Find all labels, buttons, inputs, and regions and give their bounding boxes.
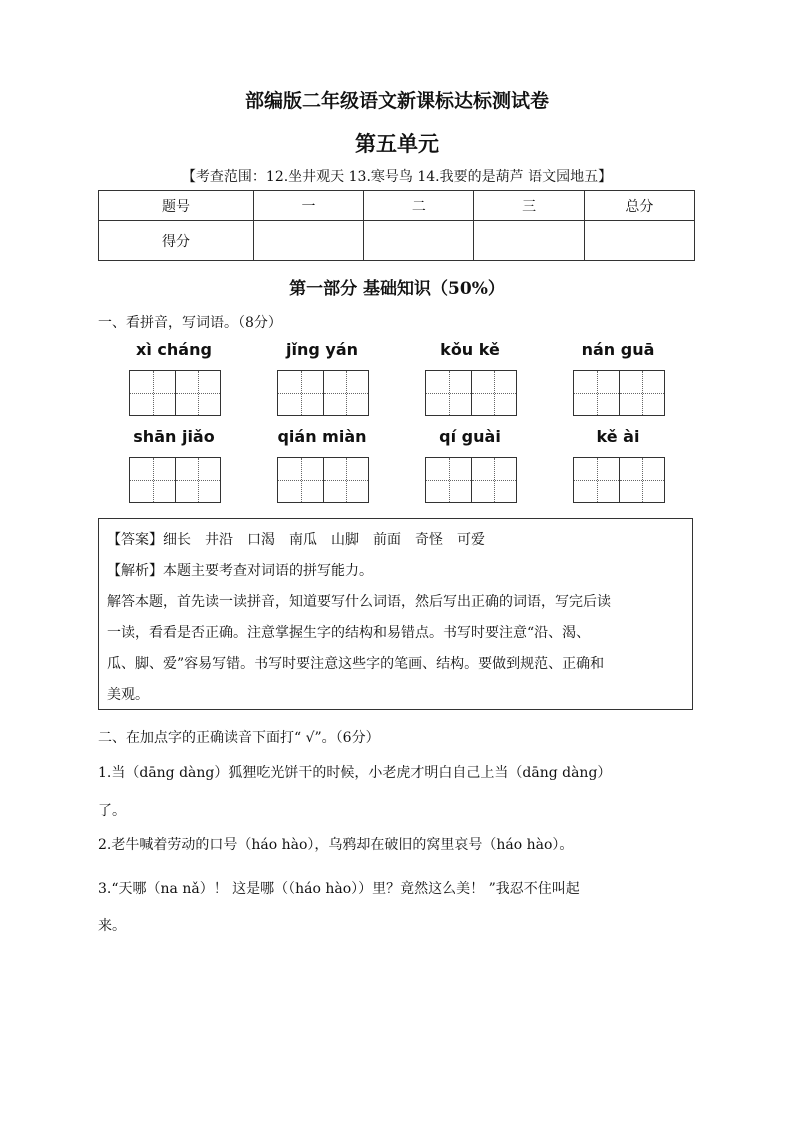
pinyin-label: jǐng yán: [286, 340, 358, 359]
analysis-text: 本题主要考查对词语的拼写能力。: [163, 563, 373, 579]
word-cell: [276, 425, 368, 503]
answer-label: 【答案】: [107, 532, 163, 548]
pinyin-label: nán guā: [581, 340, 655, 359]
pinyin-label: kě ài: [596, 427, 640, 446]
explain-line: 美观。: [107, 687, 149, 703]
score-cell-total: [584, 221, 694, 261]
score-col-total: 总分: [584, 191, 694, 221]
score-row-label: 得分: [99, 221, 254, 261]
word-cell: [424, 338, 516, 416]
score-col-3: 三: [474, 191, 584, 221]
word-cell: [424, 425, 516, 503]
pinyin-label: shān jiǎo: [133, 427, 215, 446]
writing-boxes[interactable]: [277, 457, 369, 503]
analysis-label: 【解析】: [107, 563, 163, 579]
pinyin-label: qí guài: [439, 427, 501, 446]
score-col-2: 二: [364, 191, 474, 221]
score-table: [98, 190, 695, 261]
answer-word: 细长: [163, 532, 191, 548]
writing-boxes[interactable]: [425, 457, 517, 503]
unit-title: 第五单元: [355, 132, 439, 156]
analysis-line: [107, 556, 684, 587]
writing-boxes[interactable]: [573, 457, 665, 503]
writing-boxes[interactable]: [573, 370, 665, 416]
q2-item-2: 2.老牛喊着劳动的口号（háo hào），乌鸦却在破旧的窝里哀号（háo hào）。: [98, 837, 574, 853]
answer-word: 口渴: [247, 532, 275, 548]
word-cell: [572, 338, 664, 416]
answer-word: 南瓜: [289, 532, 317, 548]
pinyin-label: xì cháng: [136, 340, 212, 359]
part1-title: 第一部分 基础知识（50%）: [289, 279, 505, 299]
answer-word: 前面: [373, 532, 401, 548]
answer-word: 山脚: [331, 532, 359, 548]
writing-boxes[interactable]: [425, 370, 517, 416]
writing-boxes[interactable]: [129, 370, 221, 416]
exam-scope: 【考查范围：12.坐井观天 13.寒号鸟 14.我要的是葫芦 语文园地五】: [181, 169, 613, 185]
score-table-score-row: [99, 221, 695, 261]
answer-word: 可爱: [457, 532, 485, 548]
answer-word: 井沿: [205, 532, 233, 548]
exam-title: 部编版二年级语文新课标达标测试卷: [244, 90, 549, 112]
score-cell-3: [474, 221, 584, 261]
q2-item-3: 3.“天哪（na nǎ）！ 这是哪（（háo hào））里？竟然这么美！ ”我忍不住叫起: [98, 881, 580, 897]
word-cell: [128, 338, 220, 416]
q2-heading: 二、在加点字的正确读音下面打“ √”。（6分）: [98, 730, 380, 746]
q2-item-3-continued: 来。: [98, 918, 126, 934]
q2-item-1-continued: 了。: [98, 803, 126, 819]
answer-box: [98, 518, 693, 710]
writing-boxes[interactable]: [129, 457, 221, 503]
answer-word: 奇怪: [415, 532, 443, 548]
score-col-label: 题号: [99, 191, 254, 221]
explain-line: 瓜、脚、爱”容易写错。书写时要注意这些字的笔画、结构。要做到规范、正确和: [107, 656, 605, 672]
score-cell-2: [364, 221, 474, 261]
score-cell-1: [253, 221, 363, 261]
score-col-1: 一: [253, 191, 363, 221]
explain-line: 一读，看看是否正确。注意掌握生字的结构和易错点。书写时要注意“沿、渴、: [107, 625, 591, 641]
writing-boxes[interactable]: [277, 370, 369, 416]
q1-heading: 一、看拼音，写词语。（8分）: [98, 315, 282, 331]
pinyin-label: qián miàn: [277, 427, 367, 446]
q2-item-1: 1.当（dāng dàng）狐狸吃光饼干的时候，小老虎才明白自己上当（dāng dàng）: [98, 765, 612, 781]
pinyin-label: kǒu kě: [440, 340, 500, 359]
word-cell: [128, 425, 220, 503]
score-table-header-row: [99, 191, 695, 221]
word-cell: [572, 425, 664, 503]
answer-line: [107, 525, 684, 556]
word-cell: [276, 338, 368, 416]
explain-line: 解答本题，首先读一读拼音，知道要写什么词语，然后写出正确的词语，写完后读: [107, 594, 611, 610]
